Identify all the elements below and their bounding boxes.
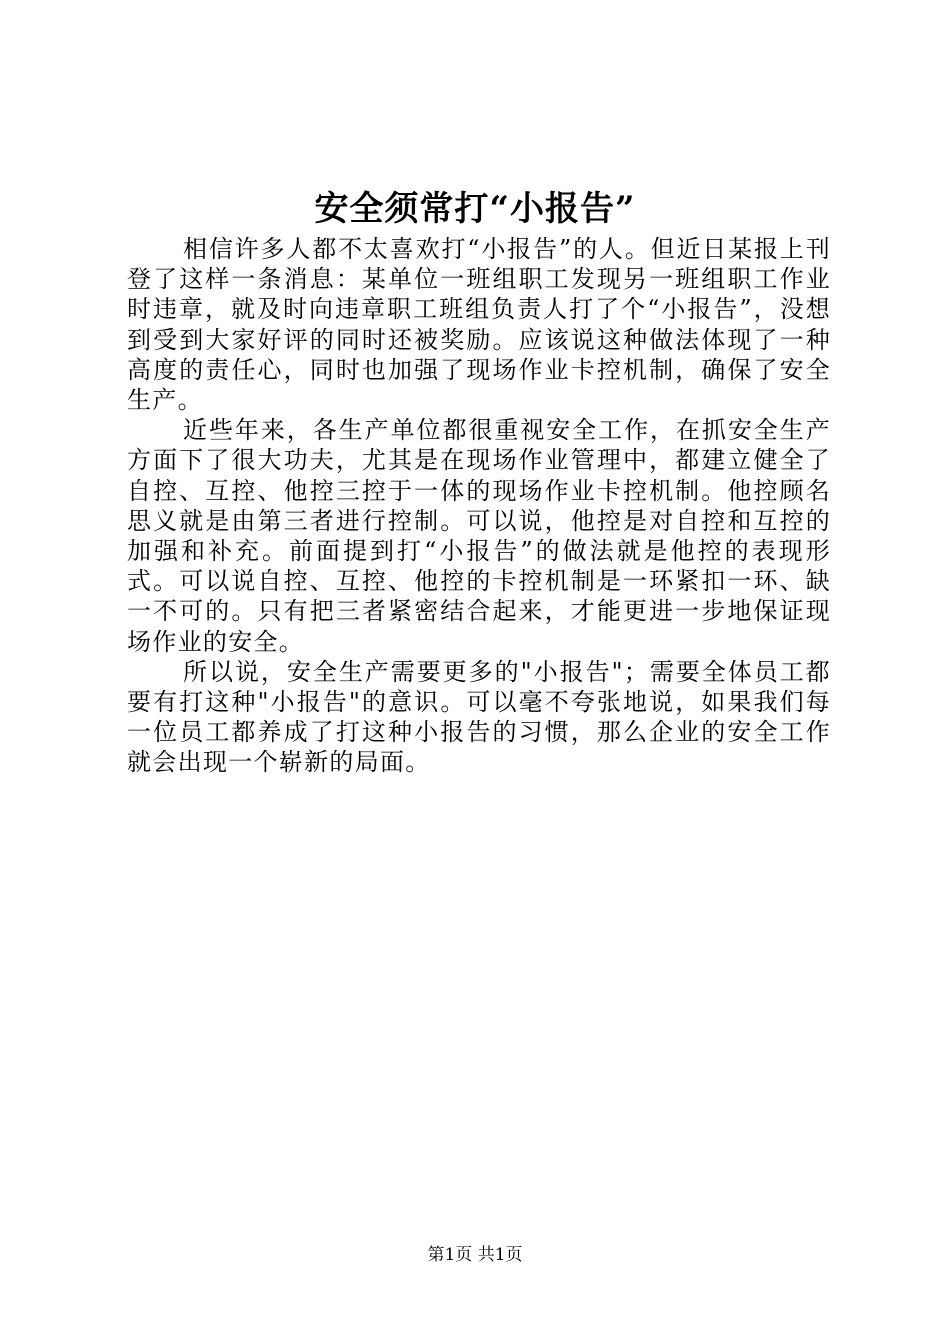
document-title: 安全须常打“小报告” <box>314 189 636 229</box>
document-body <box>127 234 831 778</box>
paragraph-2: 近些年来，各生产单位都很重视安全工作，在抓安全生产方面下了很大功夫，尤其是在现场作业管理中，都建立健全了自控、互控、他控三控于一体的现场作业卡控机制。他控顾名思义就是由第三者进行控制。可以说，他控是对自控和互控的加强和补充。前面提到打“小报告”的做法就是他控的表现形式。可以说自控、互控、他控的卡控机制是一环紧扣一环、缺一不可的。只有把三者紧密结合起来，才能更进一步地保证现场作业的安全。 <box>127 416 831 656</box>
paragraph-1: 相信许多人都不太喜欢打“小报告”的人。但近日某报上刊登了这样一条消息：某单位一班组职工发现另一班组职工作业时违章，就及时向违章职工班组负责人打了个“小报告”，没想到受到大家好评的同时还被奖励。应该说这种做法体现了一种高度的责任心，同时也加强了现场作业卡控机制，确保了安全生产。 <box>127 235 831 415</box>
paragraph-3: 所以说，安全生产需要更多的"小报告"；需要全体员工都要有打这种"小报告"的意识。可以毫不夸张地说，如果我们每一位员工都养成了打这种小报告的习惯，那么企业的安全工作就会出现一个崭新的局面。 <box>127 657 831 777</box>
page-footer: 第1页 共1页 <box>427 1245 523 1265</box>
